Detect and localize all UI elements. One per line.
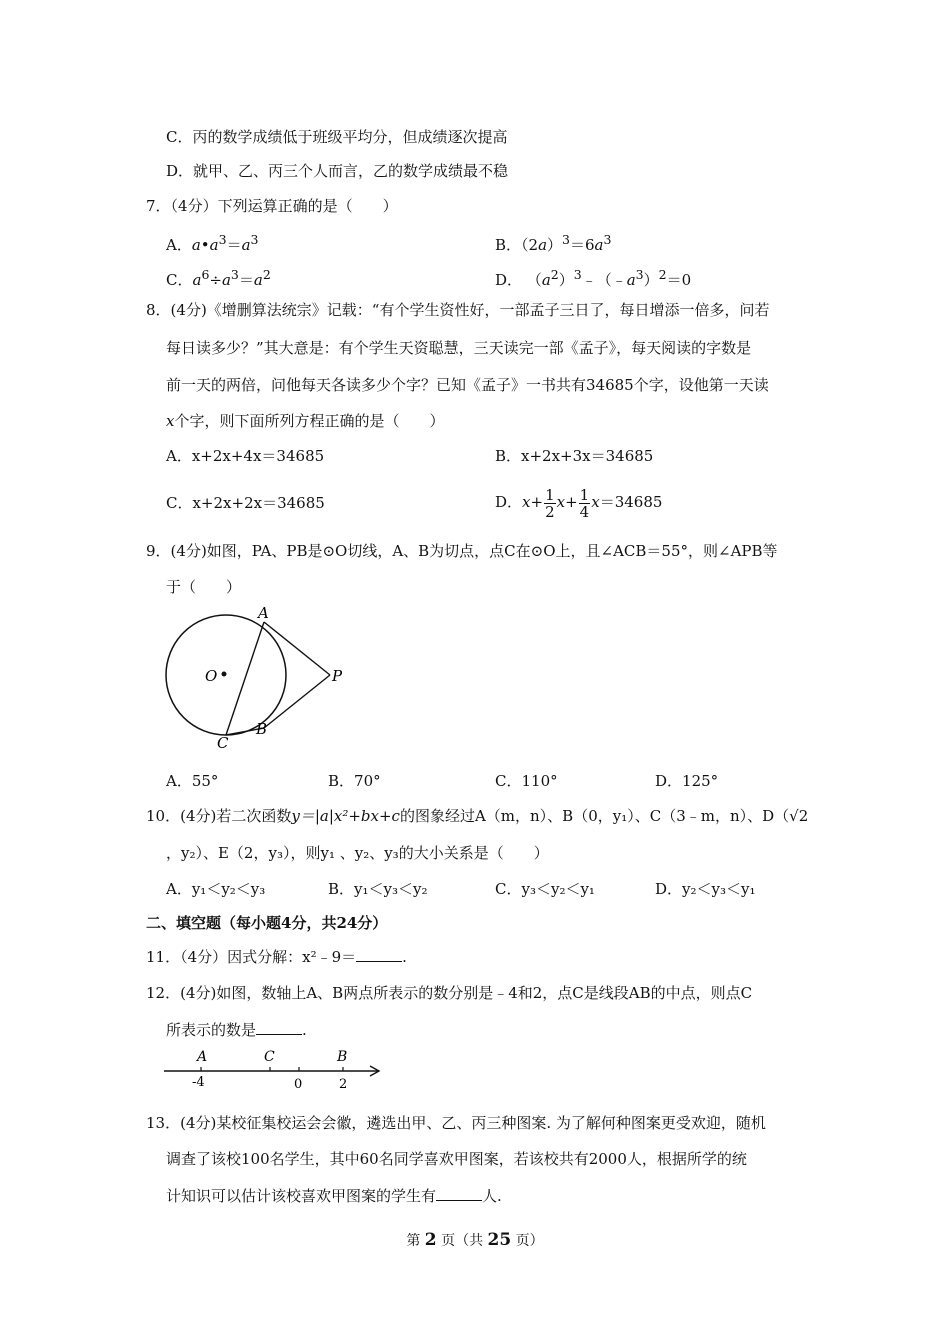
tangent-pb bbox=[264, 675, 330, 728]
q8-line-4: x个字，则下面所列方程正确的是（ ） bbox=[166, 412, 445, 430]
q8-option-b: B．x+2x+3x＝34685 bbox=[495, 447, 654, 465]
q8-line-2: 每日读多少？”其大意是：有个学生天资聪慧，三天读完一部《孟子》，每天阅读的字数是 bbox=[166, 339, 752, 357]
q13-line-2: 调查了该校100名学生，其中60名同学喜欢甲图案，若该校共有2000人，根据所学的统 bbox=[166, 1150, 747, 1168]
q9-option-c: C．110° bbox=[495, 772, 558, 790]
q10-option-d: D．y₂＜y₃＜y₁ bbox=[655, 880, 756, 898]
q9-circle-figure bbox=[160, 602, 360, 754]
label-c: C bbox=[217, 734, 229, 752]
q10-option-c: C．y₃＜y₂＜y₁ bbox=[495, 880, 595, 898]
q8-line-3: 前一天的两倍，问他每天各读多少个字？已知《孟子》一书共有34685个字，设他第一天读 bbox=[166, 376, 769, 394]
section-2-title: 二、填空题（每小题4分，共24分） bbox=[146, 914, 388, 932]
q10-line-2: ，y₂）、E（2，y₃），则y₁ 、y₂、y₃的大小关系是（ ） bbox=[166, 844, 549, 862]
page-number: 2 bbox=[424, 1230, 437, 1250]
point-c-label: C bbox=[264, 1049, 275, 1065]
chord-ac bbox=[226, 622, 264, 735]
q6-option-d: D．就甲、乙、丙三个人而言，乙的数学成绩最不稳 bbox=[166, 162, 509, 180]
tangent-pa bbox=[264, 622, 330, 675]
q7-option-b: B．$(2a)^3=6a^3$ bbox=[495, 232, 612, 254]
q10-line-1: 10．(4分)若二次函数y＝|a|x²+bx+c的图象经过A（m，n）、B（0，y₁）、C（3﹣m，n）、D（√2 bbox=[146, 807, 809, 825]
tick-label-0: 0 bbox=[294, 1077, 303, 1092]
label-a: A bbox=[258, 604, 269, 622]
page-footer: 第 2 页（共 25 页） bbox=[406, 1230, 544, 1250]
q8-option-d: D．x+ $\frac{1}{2}$ x+ $\frac{1}{4}$ x＝34685 bbox=[495, 485, 663, 521]
tick-label-2: 2 bbox=[339, 1077, 348, 1092]
q7-stem: 7．（4分）下列运算正确的是（ ） bbox=[146, 197, 398, 215]
page-total: 25 bbox=[487, 1230, 512, 1250]
q6-option-c: C．丙的数学成绩低于班级平均分，但成绩逐次提高 bbox=[166, 128, 508, 146]
q12-line-2: 所表示的数是 . bbox=[166, 1021, 307, 1039]
fraction-half: $\frac{1}{2}$ bbox=[545, 485, 555, 521]
q7-option-d: D． $(a^2)^3﹣(﹣a^3)^2=0$ bbox=[495, 267, 692, 289]
point-a-label: A bbox=[197, 1049, 208, 1065]
q8-option-c: C．x+2x+2x＝34685 bbox=[166, 494, 325, 512]
q9-option-d: D．125° bbox=[655, 772, 719, 790]
q9-option-a: A．55° bbox=[166, 772, 219, 790]
q11-answer-blank bbox=[356, 947, 402, 962]
q9-option-b: B．70° bbox=[328, 772, 381, 790]
q13-answer-blank bbox=[436, 1186, 482, 1201]
tick-label-neg4: -4 bbox=[192, 1075, 205, 1090]
label-p: P bbox=[332, 667, 343, 685]
q13-line-1: 13．(4分)某校征集校运会会徽，遴选出甲、乙、丙三种图案. 为了解何种图案更受欢迎，随机 bbox=[146, 1114, 766, 1132]
q7-option-c: C．$a^6\div a^3=a^2$ bbox=[166, 267, 271, 289]
label-b: B bbox=[256, 720, 268, 738]
point-b-label: B bbox=[337, 1049, 348, 1065]
q8-line-1: 8．(4分)《增删算法统宗》记载：“有个学生资性好，一部孟子三日了，每日增添一倍多，问若 bbox=[146, 301, 770, 319]
q12-number-line bbox=[160, 1045, 390, 1095]
q12-answer-blank bbox=[256, 1020, 302, 1035]
q9-stem-line-2: 于（ ） bbox=[166, 578, 242, 596]
q12-line-1: 12．(4分)如图，数轴上A、B两点所表示的数分别是﹣4和2，点C是线段AB的中点，则点C bbox=[146, 984, 753, 1002]
q10-option-b: B．y₁＜y₃＜y₂ bbox=[328, 880, 428, 898]
q11-stem: 11．（4分）因式分解：x²﹣9＝ . bbox=[146, 948, 407, 966]
q8-option-a: A．x+2x+4x＝34685 bbox=[166, 447, 325, 465]
center-dot bbox=[222, 672, 227, 677]
q10-option-a: A．y₁＜y₂＜y₃ bbox=[166, 880, 266, 898]
q13-line-3: 计知识可以估计该校喜欢甲图案的学生有 人. bbox=[166, 1187, 502, 1205]
q7-option-a: A．$a•a^3=a^3$ bbox=[166, 232, 259, 254]
fraction-quarter: $\frac{1}{4}$ bbox=[579, 485, 590, 521]
q9-stem: 9．(4分)如图，PA、PB是⊙O切线，A、B为切点，点C在⊙O上，且∠ACB＝55°，则∠APB等 bbox=[146, 542, 778, 560]
label-o: O bbox=[205, 667, 218, 685]
